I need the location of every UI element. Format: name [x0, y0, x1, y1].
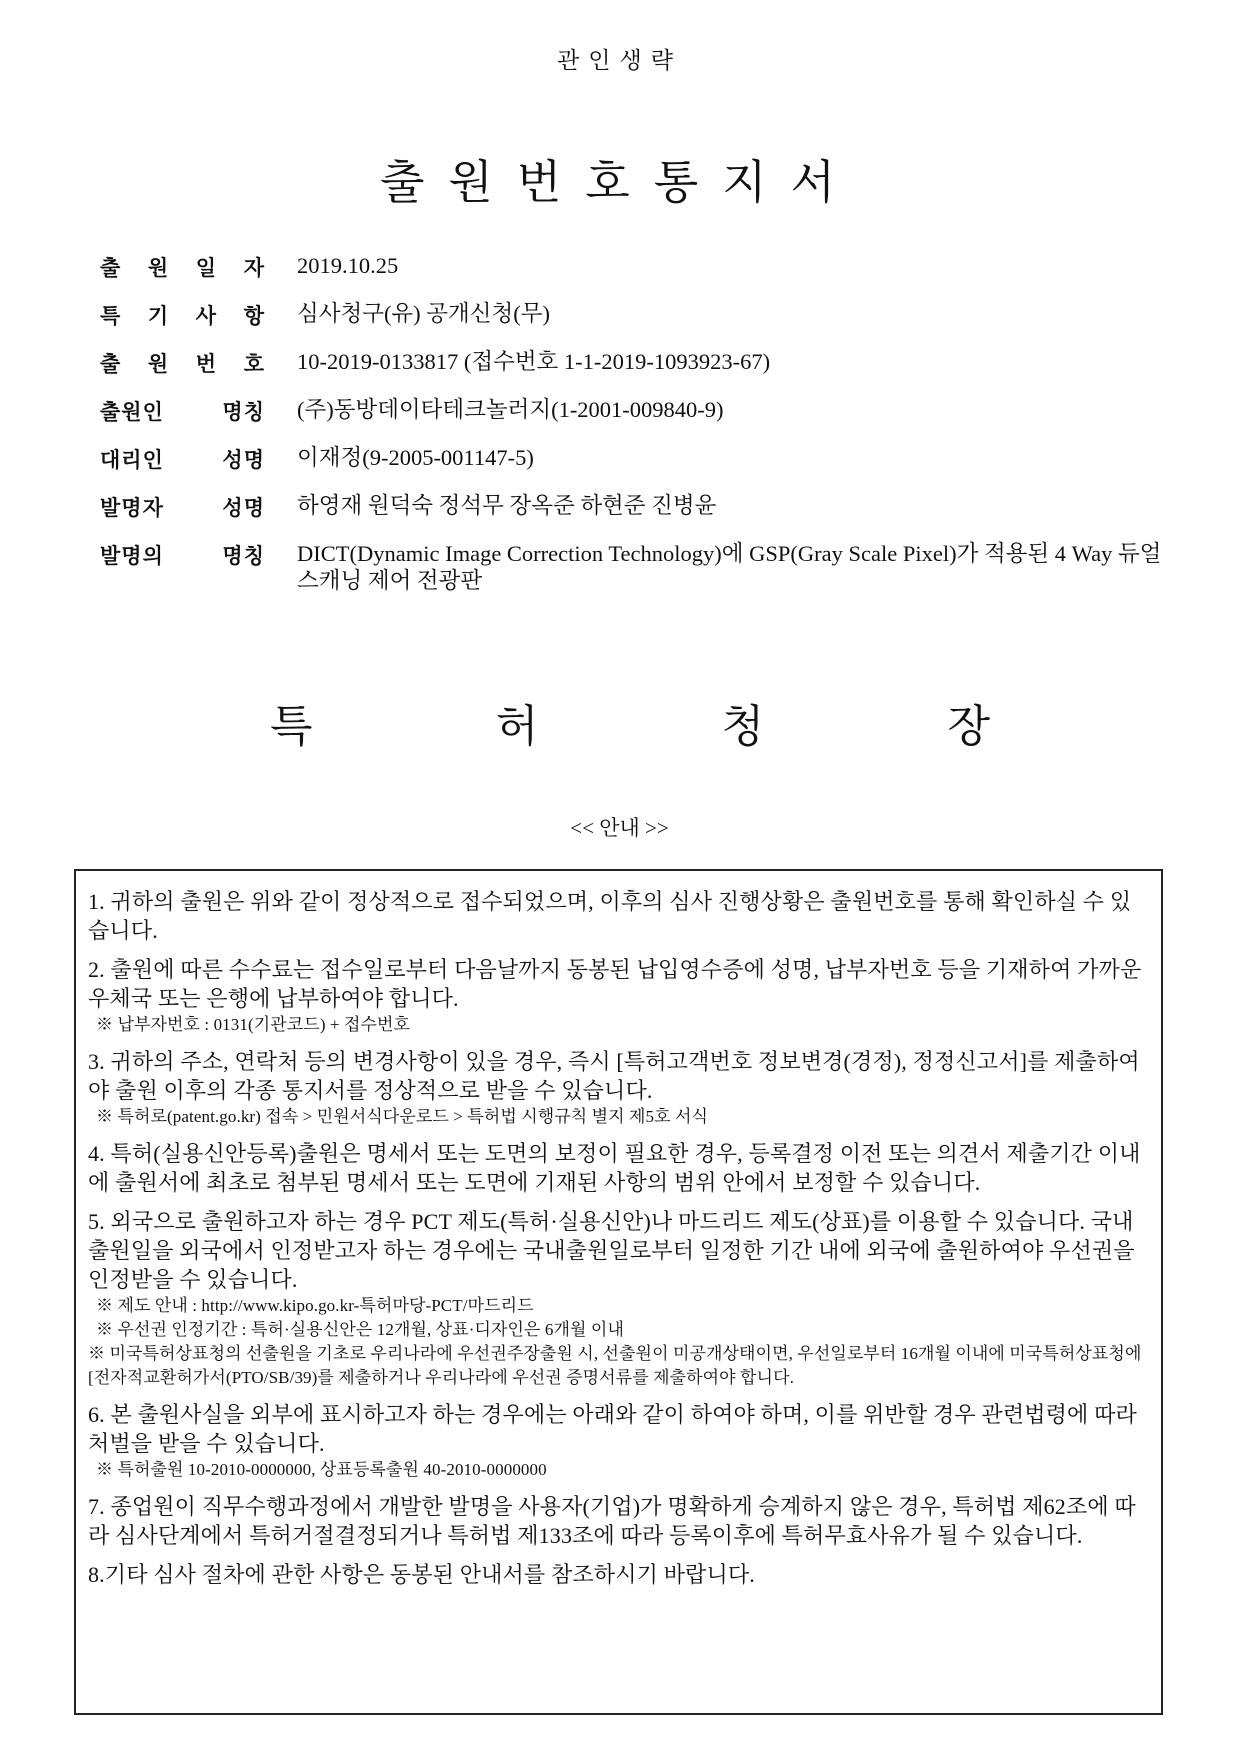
guide-caption: << 안내 >>: [570, 816, 669, 840]
guide-item-5: [88, 1207, 1149, 1390]
info-row-agent: [100, 444, 1180, 492]
info-label: 특 기 사 항: [100, 304, 265, 328]
info-row-application-number: [100, 348, 1180, 396]
info-label: 출 원 일 자: [100, 256, 265, 280]
seal-omitted-text: 관인생략: [557, 48, 682, 74]
info-label: 발명자 성명: [100, 496, 265, 520]
info-value: 2019.10.25: [297, 253, 399, 278]
guide-text: 8.기타 심사 절차에 관한 사항은 동봉된 안내서를 참조하시기 바랍니다.: [88, 1562, 755, 1587]
application-info: [100, 252, 1180, 606]
info-value: 하영재 원덕숙 정석무 장옥준 하현준 진병윤: [297, 493, 717, 518]
issuer-char: 특: [270, 701, 313, 752]
issuer-char: 허: [495, 701, 539, 752]
guide-text: 3. 귀하의 주소, 연락처 등의 변경사항이 있을 경우, 즉시 [특허고객번호 정보변경(경정), 정정신고서]를 제출하여야 출원 이후의 각종 통지서를 정상적으로 받을 수 있습니다.: [88, 1049, 1140, 1103]
info-value: (주)동방데이타테크놀러지(1-2001-009840-9): [297, 397, 724, 422]
info-label: 출원인 명칭: [100, 400, 265, 424]
guide-note: ※ 제도 안내 : http://www.kipo.go.kr-특허마당-PCT/마드리드: [96, 1296, 534, 1315]
guide-item-1: [88, 887, 1149, 945]
info-row-invention-title: [100, 540, 1180, 606]
guide-note: ※ 특허로(patent.go.kr) 접속 > 민원서식다운로드 > 특허법 시행규칙 별지 제5호 서식: [96, 1107, 709, 1126]
guide-text: 4. 특허(실용신안등록)출원은 명세서 또는 도면의 보정이 필요한 경우, 등록결정 이전 또는 의견서 제출기간 이내에 출원서에 최초로 첨부된 명세서 또는 도면에 기재된 사항의 범위 안에서 보정할 수 있습니다.: [88, 1141, 1141, 1195]
guide-text: 5. 외국으로 출원하고자 하는 경우 PCT 제도(특허·실용신안)나 마드리드 제도(상표)를 이용할 수 있습니다. 국내출원일을 외국에서 인정받고자 하는 경우에는 국내출원일로부터 일정한 기간 내에 외국에 출원하여야 우선권을 인정받을 수 있습니다.: [88, 1209, 1135, 1292]
info-row-applicant: [100, 396, 1180, 444]
guide-item-2: [88, 955, 1149, 1037]
info-row-filing-date: [100, 252, 1180, 300]
info-value: 10-2019-0133817 (접수번호 1-1-2019-1093923-67): [297, 349, 771, 374]
guide-item-7: [88, 1492, 1149, 1550]
guide-item-3: [88, 1047, 1149, 1129]
guide-item-8: [88, 1560, 1149, 1589]
guide-text: 6. 본 출원사실을 외부에 표시하고자 하는 경우에는 아래와 같이 하여야 하며, 이를 위반할 경우 관련법령에 따라 처벌을 받을 수 있습니다.: [88, 1402, 1137, 1456]
issuer-commissioner: [270, 690, 990, 754]
guide-text: 1. 귀하의 출원은 위와 같이 정상적으로 접수되었으며, 이후의 심사 진행상황은 출원번호를 통해 확인하실 수 있습니다.: [88, 889, 1132, 943]
info-row-inventors: [100, 492, 1180, 540]
info-label: 출 원 번 호: [100, 352, 265, 376]
info-label: 발명의 명칭: [100, 544, 265, 568]
page-title: 출원번호통지서: [379, 155, 860, 209]
issuer-char: 장: [947, 701, 990, 752]
guide-item-6: [88, 1400, 1149, 1482]
guide-note: ※ 미국특허상표청의 선출원을 기초로 우리나라에 우선권주장출원 시, 선출원이 미공개상태이면, 우선일로부터 16개월 이내에 미국특허상표청에 [전자적교환허가서(PTO/SB/39)를 제출하거나 우리나라에 우선권 증명서류를 제출하여야 합니다.: [88, 1344, 1142, 1387]
guide-box: [74, 869, 1163, 1715]
guide-note: ※ 특허출원 10-2010-0000000, 상표등록출원 40-2010-0000000: [96, 1460, 547, 1479]
guide-text: 7. 종업원이 직무수행과정에서 개발한 발명을 사용자(기업)가 명확하게 승계하지 않은 경우, 특허법 제62조에 따라 심사단계에서 특허거절결정되거나 특허법 제133조에 따라 등록이후에 특허무효사유가 될 수 있습니다.: [88, 1494, 1136, 1548]
info-value: 이재정(9-2005-001147-5): [297, 445, 534, 470]
guide-item-4: [88, 1139, 1149, 1197]
info-value: DICT(Dynamic Image Correction Technology)에 GSP(Gray Scale Pixel)가 적용된 4 Way 듀얼스캐닝 제어 전광판: [297, 541, 1162, 593]
info-label: 대리인 성명: [100, 448, 265, 472]
issuer-char: 청: [721, 701, 765, 752]
guide-text: 2. 출원에 따른 수수료는 접수일로부터 다음날까지 동봉된 납입영수증에 성명, 납부자번호 등을 기재하여 가까운 우체국 또는 은행에 납부하여야 합니다.: [88, 957, 1142, 1011]
guide-note: ※ 납부자번호 : 0131(기관코드) + 접수번호: [96, 1015, 411, 1034]
guide-note: ※ 우선권 인정기간 : 특허·실용신안은 12개월, 상표·디자인은 6개월 이내: [96, 1320, 624, 1339]
info-row-special-notes: [100, 300, 1180, 348]
info-value: 심사청구(유) 공개신청(무): [297, 301, 550, 326]
